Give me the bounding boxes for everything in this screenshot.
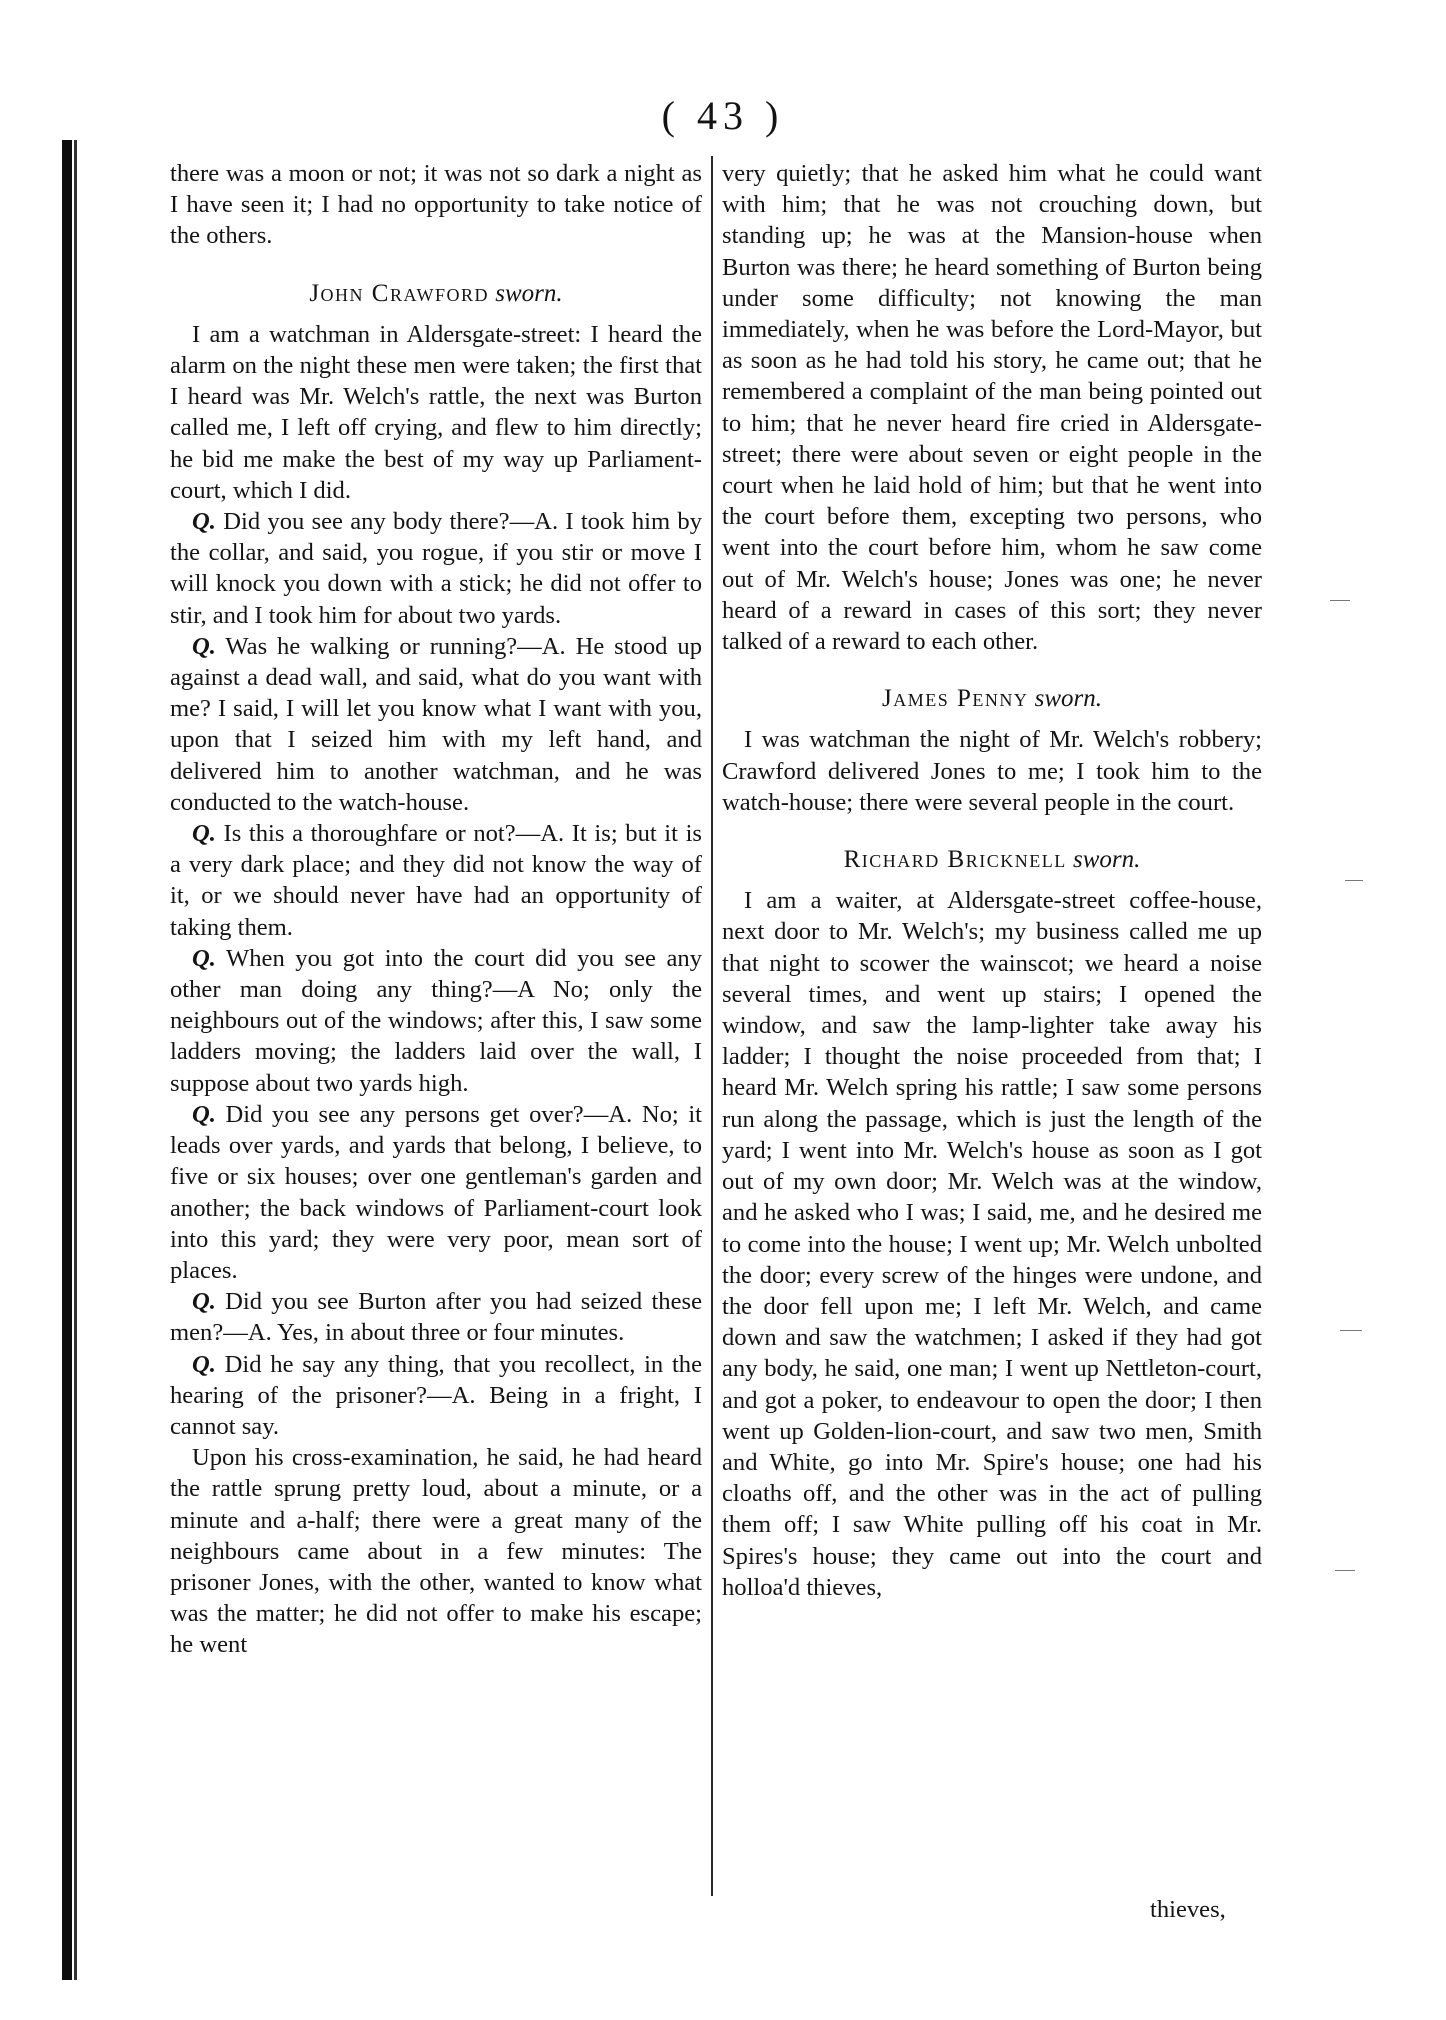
edge-mark	[1330, 600, 1350, 601]
witness-heading	[170, 278, 702, 309]
paragraph-text: Did you see any persons get over?—A. No; it leads over yards, and yards that belong, I believe, to five or six houses; over one gentleman's garden and another; the back windows of Parliament-court look into this yard; they were very poor, mean sort of places.	[170, 1100, 702, 1284]
text-paragraph	[722, 885, 1262, 1603]
paragraph-text: When you got into the court did you see any other man doing any thing?—A No; only the neighbours out of the windows; after this, I saw some ladders moving; the ladders laid over the wall, I suppose about two yards high.	[170, 944, 702, 1097]
question-paragraph	[170, 1099, 702, 1286]
question-marker: Q.	[192, 820, 216, 848]
paragraph-text: there was a moon or not; it was not so dark a night as I have seen it; I had no opportunity to take notice of the others.	[170, 160, 702, 250]
question-marker: Q.	[192, 944, 216, 972]
question-paragraph	[170, 506, 702, 631]
paragraph-text: I am a watchman in Aldersgate-street: I heard the alarm on the night these men were taken; the first that I heard was Mr. Welch's rattle, the next was Burton called me, I left off crying, and flew to him directly; he bid me make the best of my way up Parliament-court, which I did.	[170, 320, 702, 504]
left-column	[170, 158, 702, 1661]
sworn-label: sworn.	[1028, 685, 1103, 713]
question-marker: Q.	[192, 1288, 216, 1316]
column-divider	[711, 156, 713, 1896]
binding-edge	[62, 140, 72, 1980]
text-paragraph	[722, 158, 1262, 657]
witness-name: John Crawford	[309, 279, 490, 307]
paragraph-text: I am a waiter, at Aldersgate-street coffee-house, next door to Mr. Welch's; my business called me up that night to scower the wainscot; we heard a noise several times, and went up stairs; I opened the window, and saw the lamp-lighter take away his ladder; I thought the noise proceeded from that; I heard Mr. Welch spring his rattle; I saw some persons run along the passage, which is just the length of the yard; I went into Mr. Welch's house as soon as I got out of my own door; Mr. Welch was at the window, and he asked who I was; I said, me, and he desired me to come into the house; I went up; Mr. Welch unbolted the door; every screw of the hinges were undone, and the door fell upon me; I left Mr. Welch, and came down and saw the watchmen; I asked if they had got any body, he said, one man; I went up Nettleton-court, and got a poker, to endeavour to open the door; I then went up Golden-lion-court, and saw two men, Smith and White, go into Mr. Spire's house; one had his cloaths off, and the other was in the act of pulling them off; I saw White pulling off his coat in Mr. Spires's house; they came out into the court and holloa'd thieves,	[722, 887, 1262, 1601]
edge-mark	[1340, 1330, 1362, 1331]
right-column	[722, 158, 1262, 1603]
paragraph-text: Upon his cross-examination, he said, he had heard the rattle sprung pretty loud, about a minute, or a minute and a-half; there were a great many of the neighbours came about in a few minutes: The prisoner Jones, with the other, wanted to know what was the matter; he did not offer to make his escape; he went	[170, 1444, 702, 1659]
witness-name: Richard Bricknell	[843, 846, 1067, 874]
witness-name: James Penny	[881, 685, 1029, 713]
text-paragraph	[170, 319, 702, 506]
paragraph-text: Is this a thoroughfare or not?—A. It is; but it is a very dark place; and they did not know the way of it, or we should never have had an opportunity of taking them.	[170, 820, 702, 941]
edge-mark	[1345, 880, 1363, 881]
text-paragraph	[170, 1442, 702, 1660]
catchword: thieves,	[1150, 1896, 1226, 1923]
text-paragraph	[722, 724, 1262, 818]
sworn-label: sworn.	[1066, 846, 1141, 874]
question-paragraph	[170, 818, 702, 943]
question-marker: Q.	[192, 1100, 216, 1128]
paragraph-text: I was watchman the night of Mr. Welch's robbery; Crawford delivered Jones to me; I took him to the watch-house; there were several people in the court.	[722, 726, 1262, 816]
paragraph-text: Did he say any thing, that you recollect, in the hearing of the prisoner?—A. Being in a fright, I cannot say.	[170, 1350, 702, 1440]
sworn-label: sworn.	[489, 279, 563, 307]
question-paragraph	[170, 631, 702, 818]
witness-heading	[722, 683, 1262, 714]
paragraph-text: very quietly; that he asked him what he could want with him; that he was not crouching down, but standing up; he was at the Mansion-house when Burton was there; he heard something of Burton being under some difficulty; not knowing the man immediately, when he was before the Lord-Mayor, but as soon as he had told his story, he came out; that he remembered a complaint of the man being pointed out to him; that he never heard fire cried in Aldersgate-street; there were about seven or eight people in the court when he laid hold of him; but that he went into the court before them, excepting two persons, who went into the court before him, whom he saw come out of Mr. Welch's house; Jones was one; he never heard of a reward in cases of this sort; they never talked of a reward to each other.	[722, 160, 1262, 656]
question-paragraph	[170, 943, 702, 1099]
binding-edge-inner	[74, 140, 77, 1980]
question-paragraph	[170, 1286, 702, 1348]
question-marker: Q.	[192, 508, 216, 536]
text-paragraph	[170, 158, 702, 252]
paragraph-text: Did you see any body there?—A. I took him by the collar, and said, you rogue, if you stir or move I will knock you down with a stick; he did not offer to stir, and I took him for about two yards.	[170, 508, 702, 629]
witness-heading	[722, 844, 1262, 875]
question-paragraph	[170, 1349, 702, 1443]
question-marker: Q.	[192, 1350, 216, 1378]
question-marker: Q.	[192, 632, 216, 660]
paragraph-text: Was he walking or running?—A. He stood up against a dead wall, and said, what do you want with me? I said, I will let you know what I want with you, upon that I seized him with my left hand, and delivered him to another watchman, and he was conducted to the watch-house.	[170, 632, 702, 816]
edge-mark	[1335, 1570, 1355, 1571]
page-number: ( 43 )	[661, 93, 785, 138]
paragraph-text: Did you see Burton after you had seized these men?—A. Yes, in about three or four minutes.	[170, 1288, 702, 1347]
